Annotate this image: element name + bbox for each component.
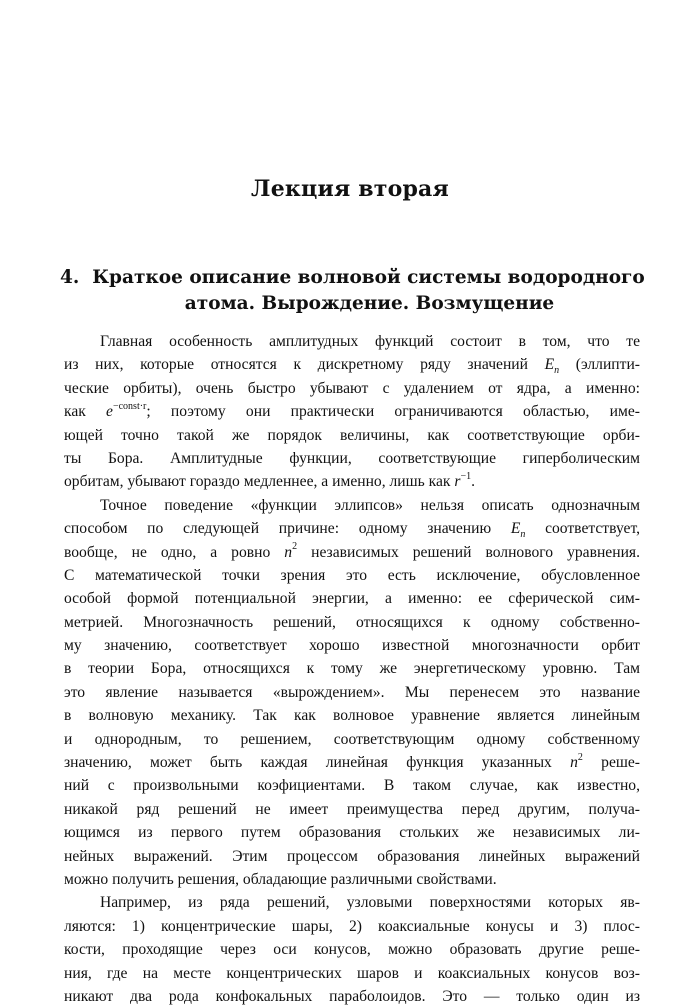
text-line: никают два рода конфокальных параболоидов. Это — только один из xyxy=(64,987,640,1005)
section-heading-line-1 xyxy=(60,265,645,291)
section-number: 4. xyxy=(60,267,80,288)
text-line: кости, проходящие через оси конусов, можно образовать другие реше- xyxy=(64,941,640,959)
math-exponent: 2 xyxy=(577,751,583,763)
text-line: можно получить решения, обладающие различными свойствами. xyxy=(64,870,497,888)
math-variable: E xyxy=(510,520,521,538)
body-text xyxy=(64,330,640,1008)
text-line: нейных выражений. Этим процессом образования линейных выражений xyxy=(64,847,640,865)
math-exponent: −const·r xyxy=(112,400,147,412)
text-fragment: ; поэтому они практически ограничиваются областью, име- xyxy=(146,403,640,421)
text-fragment: реше- xyxy=(601,754,640,772)
text-fragment: способом по следующей причине: одному значению xyxy=(64,520,492,538)
text-line: ний с произвольными коэфициентами. В таком случае, как известно, xyxy=(64,777,640,795)
text-fragment: . xyxy=(471,473,476,491)
math-exponent: −1 xyxy=(460,471,472,483)
math-variable: r xyxy=(454,473,461,491)
math-subscript: n xyxy=(520,529,526,541)
text-line: му значению, соответствует хорошо известной многозначности орбит xyxy=(64,637,640,655)
text-line: Точное поведение «функции эллипсов» нельзя описать однозначным xyxy=(100,496,640,514)
text-fragment: независимых решений волнового уравнения. xyxy=(311,543,640,561)
text-line xyxy=(64,353,640,376)
text-fragment: вообще, не одно, а ровно xyxy=(64,543,271,561)
text-line: метрией. Многозначность решений, относящихся к одному собственно- xyxy=(64,613,640,631)
text-line: ющей точно такой же порядок величины, как соответствующие орби- xyxy=(64,426,640,444)
text-line: С математической точки зрения это есть исключение, обусловленное xyxy=(64,566,640,584)
text-fragment: из них, которые относятся к дискретному ряду значений xyxy=(64,356,528,374)
text-line: ния, где на месте концентрических шаров и коаксиальных конусов воз- xyxy=(64,964,640,982)
text-line: никакой ряд решений не имеет преимущества перед другим, получа- xyxy=(64,800,640,818)
math-subscript: n xyxy=(554,365,560,377)
math-variable: n xyxy=(284,543,293,561)
text-line xyxy=(64,517,640,540)
lecture-title: Лекция вторая xyxy=(251,176,449,202)
math-variable: E xyxy=(544,356,555,374)
text-fragment: соответствует, xyxy=(545,520,641,538)
text-line: особой формой потенциальной энергии, а именно: ее сферической сим- xyxy=(64,590,640,608)
text-line: Главная особенность амплитудных функций состоит в том, что те xyxy=(100,333,640,350)
text-line: в теории Бора, относящихся к тому же энергетическому уровню. Там xyxy=(64,660,640,678)
text-line: Например, из ряда решений, узловыми поверхностями которых яв- xyxy=(100,894,640,912)
text-fragment: как xyxy=(64,403,86,421)
section-title-part-2: атома. Вырождение. Возмущение xyxy=(184,293,555,314)
text-line: ты Бора. Амплитудные функции, соответствующие гиперболическим xyxy=(64,449,640,467)
text-line: это явление называется «вырождением». Мы перенесем это название xyxy=(64,683,640,701)
text-line: ющимся из первого путем образования стольких же независимых ли- xyxy=(64,824,640,842)
section-title-part-1: Краткое описание волновой системы водородного xyxy=(92,267,645,288)
text-fragment: орбитам, убывают гораздо медленнее, а именно, лишь как xyxy=(64,473,451,491)
math-exponent: 2 xyxy=(292,541,298,553)
math-variable: e xyxy=(106,403,113,421)
text-line: ческие орбиты), очень быстро убывают с удалением от ядра, а именно: xyxy=(64,379,640,397)
text-line: ляются: 1) концентрические шары, 2) коаксиальные конусы и 3) плос- xyxy=(64,917,640,935)
section-heading xyxy=(60,265,645,317)
text-fragment: значению, может быть каждая линейная функция указанных xyxy=(64,754,552,772)
text-line xyxy=(64,470,640,493)
text-line xyxy=(64,400,640,423)
text-line: и однородным, то решением, соответствующим одному собственному xyxy=(64,730,640,748)
text-fragment: (эллипти- xyxy=(575,356,640,374)
text-line xyxy=(64,541,640,564)
text-line: в волновую механику. Так как волновое уравнение является линейным xyxy=(64,707,640,725)
math-variable: n xyxy=(570,754,578,772)
text-line xyxy=(64,751,640,774)
